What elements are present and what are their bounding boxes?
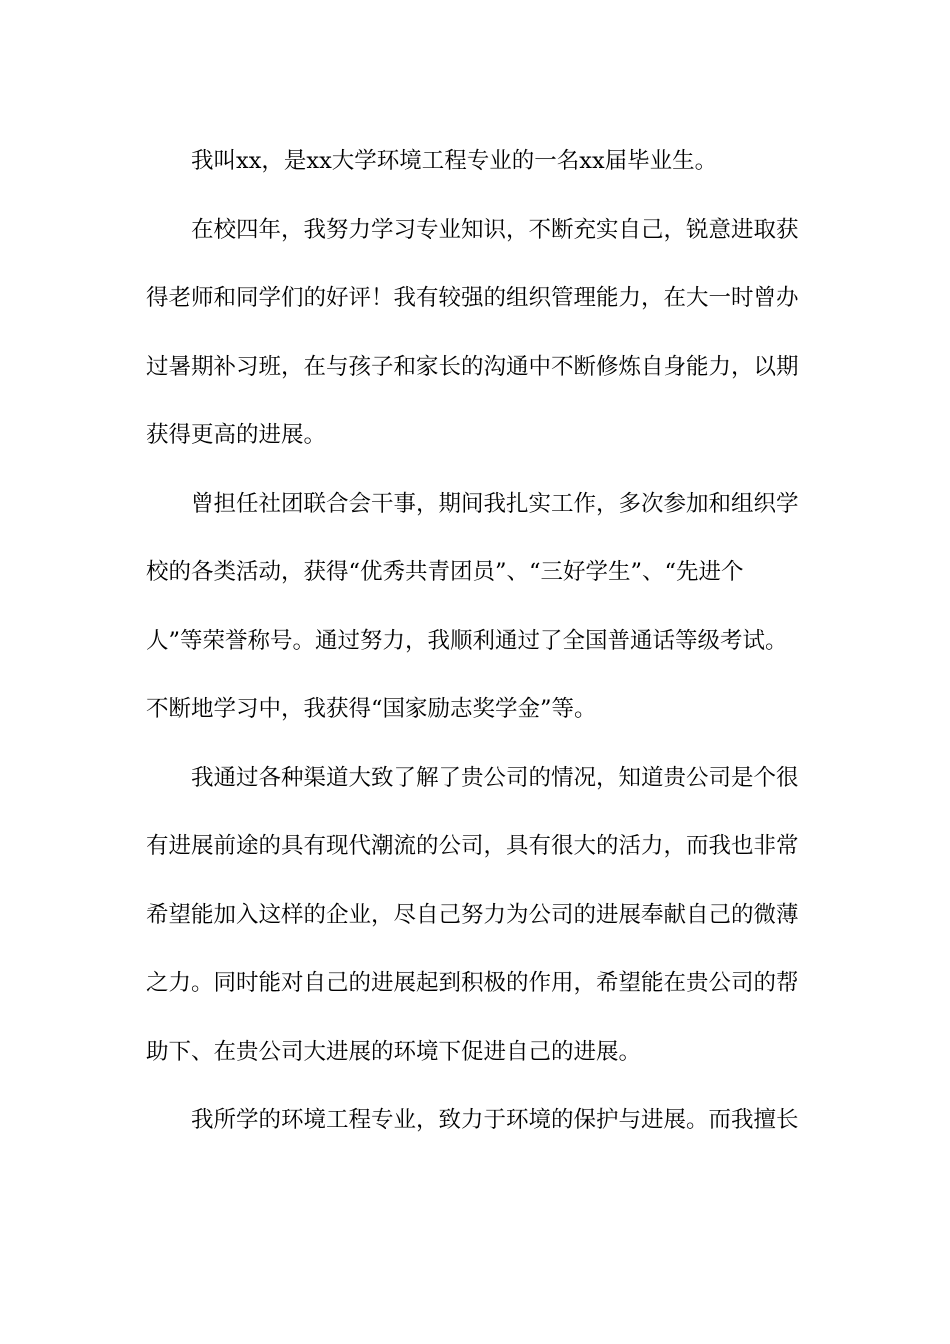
text-line: 我叫xx，是xx大学环境工程专业的一名xx届毕业生。 xyxy=(191,148,718,174)
text-line: 我所学的环境工程专业，致力于环境的保护与进展。而我擅长 xyxy=(191,1107,799,1133)
text-line: 得老师和同学们的好评！我有较强的组织管理能力，在大一时曾办 xyxy=(146,285,799,311)
paragraph-4 xyxy=(146,744,806,1087)
text-line: 之力。同时能对自己的进展起到积极的作用，希望能在贵公司的帮 xyxy=(146,970,799,996)
text-line: 在校四年，我努力学习专业知识，不断充实自己，锐意进取获 xyxy=(191,216,799,243)
paragraph-2 xyxy=(146,196,806,470)
text-line: 助下、在贵公司大进展的环境下促进自己的进展。 xyxy=(146,1038,642,1065)
paragraph-5 xyxy=(146,1086,806,1155)
paragraph-3 xyxy=(146,470,806,744)
text-line: 曾担任社团联合会干事，期间我扎实工作，多次参加和组织学 xyxy=(191,490,799,517)
text-line: 希望能加入这样的企业，尽自己努力为公司的进展奉献自己的微薄 xyxy=(146,901,799,928)
paragraph-1 xyxy=(146,127,806,196)
text-line: 有进展前途的具有现代潮流的公司，具有很大的活力，而我也非常 xyxy=(146,833,799,859)
text-line: 校的各类活动，获得“优秀共青团员”、“三好学生”、“先进个 xyxy=(146,559,744,585)
text-line: 获得更高的进展。 xyxy=(146,422,327,448)
document-body xyxy=(146,127,806,1155)
text-line: 过暑期补习班，在与孩子和家长的沟通中不断修炼自身能力，以期 xyxy=(146,353,799,380)
text-line: 人”等荣誉称号。通过努力，我顺利通过了全国普通话等级考试。 xyxy=(146,627,788,654)
text-line: 我通过各种渠道大致了解了贵公司的情况，知道贵公司是个很 xyxy=(191,764,799,791)
text-line: 不断地学习中，我获得“国家励志奖学金”等。 xyxy=(146,696,597,722)
